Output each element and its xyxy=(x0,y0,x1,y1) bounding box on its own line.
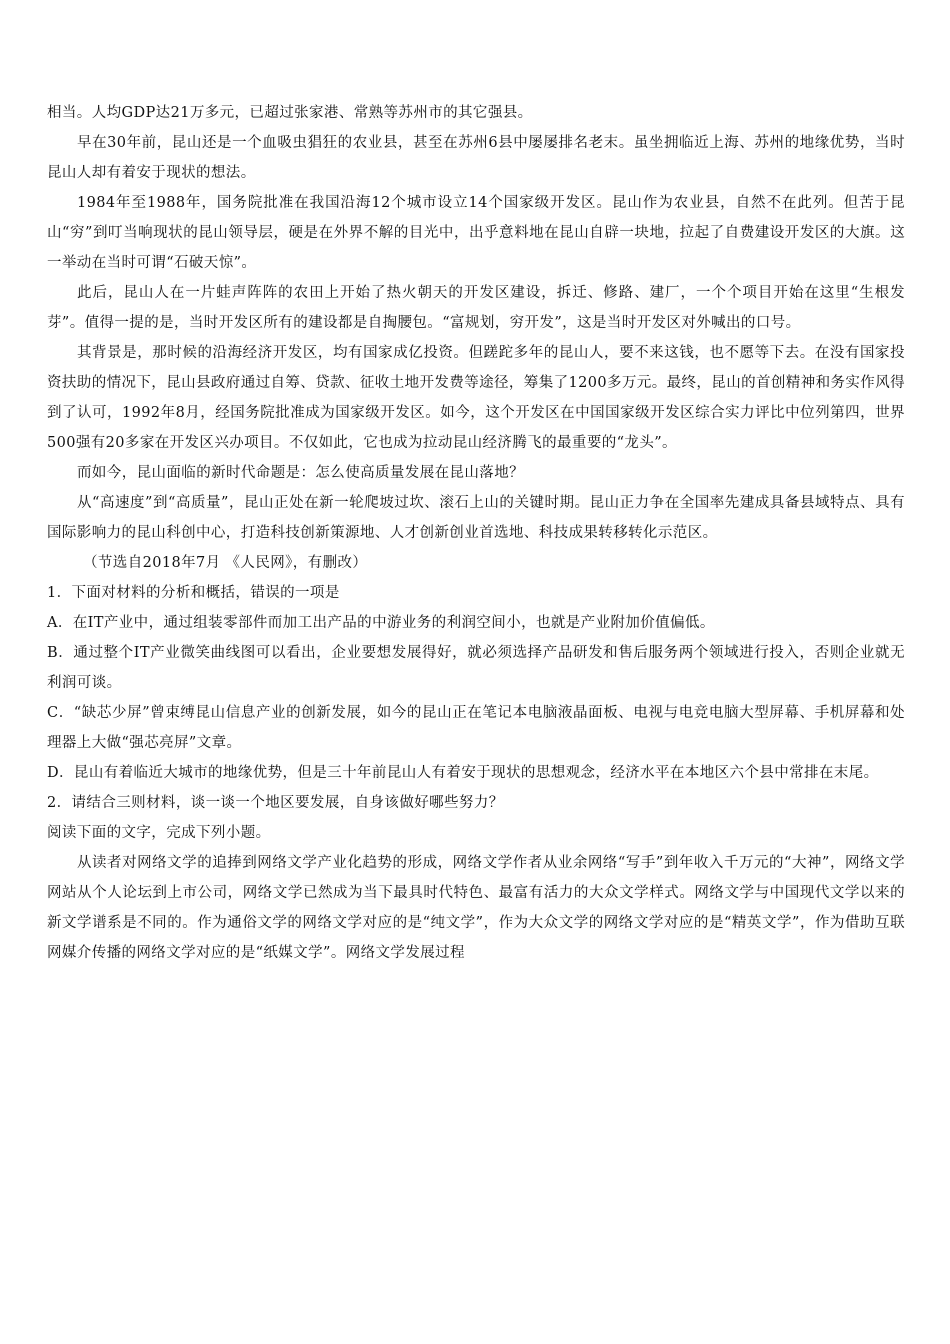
source-note: （节选自2018年7月 《人民网》，有删改） xyxy=(83,555,368,571)
paragraph-1: 相当。人均GDP达21万多元，已超过张家港、常熟等苏州市的其它强县。 xyxy=(47,105,533,121)
reading-instruction: 阅读下面的文字，完成下列小题。 xyxy=(47,825,271,841)
reading-paragraph: 从读者对网络文学的追捧到网络文学产业化趋势的形成，网络文学作者从业余网络“写手”到年收入千万元的“大神”，网络文学网站从个人论坛到上市公司，网络文学已然成为当下最具时代特色、最富有活力的大众文学样式。网络文学与中国现代文学以来的新文学谱系是不同的。作为通俗文学的网络文学对应的是“纯文学”，作为大众文学的网络文学对应的是“精英文学”，作为借助互联网媒介传播的网络文学对应的是“纸媒文学”。网络文学发展过程 xyxy=(47,855,905,961)
question-1-option-c: C．“缺芯少屏”曾束缚昆山信息产业的创新发展，如今的昆山正在笔记本电脑液晶面板、电视与电竞电脑大型屏幕、手机屏幕和处理器上大做“强芯亮屏”文章。 xyxy=(47,705,905,751)
paragraph-4: 此后，昆山人在一片蛙声阵阵的农田上开始了热火朝天的开发区建设，拆迁、修路、建厂，一个个项目开始在这里“生根发芽”。值得一提的是，当时开发区所有的建设都是自掏腰包。“富规划，穷开发”，这是当时开发区对外喊出的口号。 xyxy=(47,285,905,331)
paragraph-3: 1984年至1988年，国务院批准在我国沿海12个城市设立14个国家级开发区。昆山作为农业县，自然不在此列。但苦于昆山“穷”到叮当响现状的昆山领导层，硬是在外界不解的目光中，出乎意料地在昆山自辟一块地，拉起了自费建设开发区的大旗。这一举动在当时可谓“石破天惊”。 xyxy=(47,195,905,271)
question-1-stem: 1．下面对材料的分析和概括，错误的一项是 xyxy=(47,585,340,601)
question-2-stem: 2．请结合三则材料，谈一谈一个地区要发展，自身该做好哪些努力？ xyxy=(47,795,504,811)
paragraph-5: 其背景是，那时候的沿海经济开发区，均有国家成亿投资。但蹉跎多年的昆山人，要不来这钱，也不愿等下去。在没有国家投资扶助的情况下，昆山县政府通过自筹、贷款、征收土地开发费等途径，筹集了1200多万元。最终，昆山的首创精神和务实作风得到了认可，1992年8月，经国务院批准成为国家级开发区。如今，这个开发区在中国国家级开发区综合实力评比中位列第四，世界500强有20多家在开发区兴办项目。不仅如此，它也成为拉动昆山经济腾飞的最重要的“龙头”。 xyxy=(47,345,905,451)
question-1-option-a: A．在IT产业中，通过组装零部件而加工出产品的中游业务的利润空间小，也就是产业附加价值偏低。 xyxy=(47,615,715,631)
paragraph-7: 从“高速度”到“高质量”，昆山正处在新一轮爬坡过坎、滚石上山的关键时期。昆山正力争在全国率先建成具备县域特点、具有国际影响力的昆山科创中心，打造科技创新策源地、人才创新创业首选地、科技成果转移转化示范区。 xyxy=(47,495,905,541)
question-1-option-b: B．通过整个IT产业微笑曲线图可以看出，企业要想发展得好，就必须选择产品研发和售后服务两个领域进行投入，否则企业就无利润可谈。 xyxy=(47,645,905,691)
document-page xyxy=(47,98,905,968)
question-1-option-d: D．昆山有着临近大城市的地缘优势，但是三十年前昆山人有着安于现状的思想观念，经济水平在本地区六个县中常排在末尾。 xyxy=(47,765,879,781)
paragraph-2: 早在30年前，昆山还是一个血吸虫猖狂的农业县，甚至在苏州6县中屡屡排名老末。虽坐拥临近上海、苏州的地缘优势，当时昆山人却有着安于现状的想法。 xyxy=(47,135,905,181)
paragraph-6: 而如今，昆山面临的新时代命题是：怎么使高质量发展在昆山落地？ xyxy=(77,465,524,481)
